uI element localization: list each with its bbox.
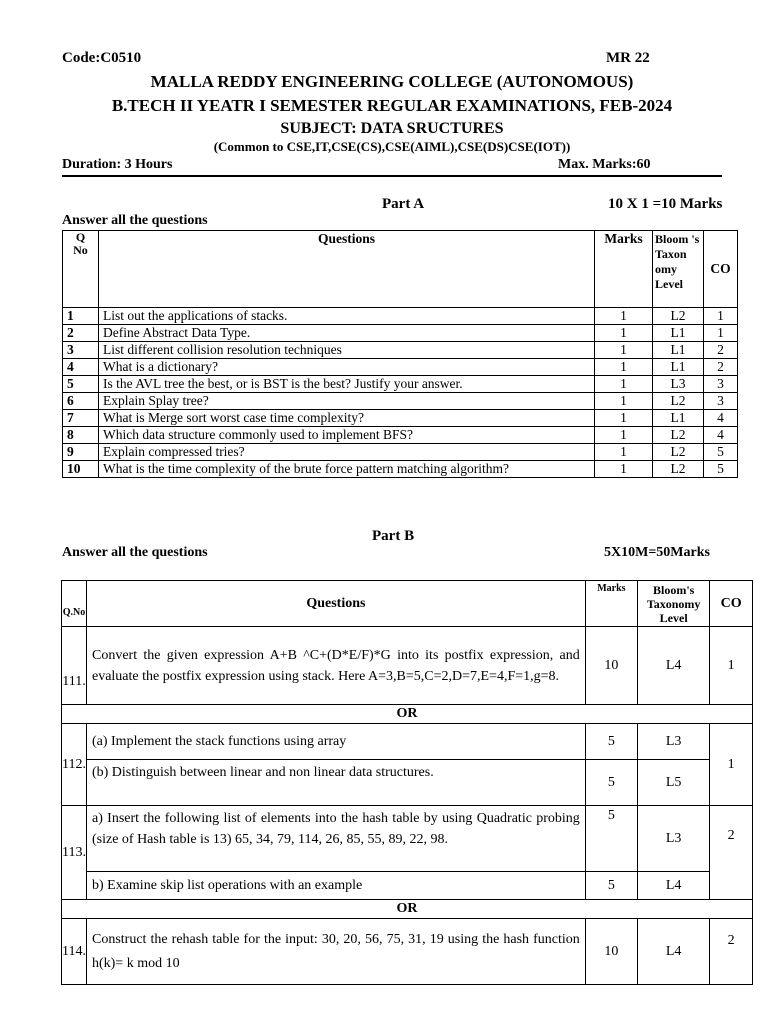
question-marks: 5 (585, 724, 637, 760)
col-questions: Questions (98, 231, 594, 308)
question-text: Define Abstract Data Type. (98, 325, 594, 342)
col-qno: Q No (63, 231, 99, 308)
question-level: L2 (653, 308, 704, 325)
question-number: 7 (63, 410, 99, 427)
part-a-marks-scheme: 10 X 1 =10 Marks (608, 196, 723, 212)
col-bloom-level: Bloom 's Taxon omy Level (653, 231, 704, 308)
question-co: 5 (703, 461, 737, 478)
table-row (63, 376, 738, 393)
question-marks: 1 (595, 342, 653, 359)
question-level: L4 (637, 627, 709, 705)
question-level: L2 (653, 393, 704, 410)
question-marks: 10 (585, 627, 637, 705)
question-number: 4 (63, 359, 99, 376)
question-text: (a) Implement the stack functions using array (86, 724, 585, 760)
question-co: 2 (703, 342, 737, 359)
question-marks: 1 (595, 461, 653, 478)
question-co: 4 (703, 410, 737, 427)
or-row (62, 900, 753, 919)
question-co: 2 (703, 359, 737, 376)
or-separator: OR (62, 705, 753, 724)
question-text: Is the AVL tree the best, or is BST is the best? Justify your answer. (98, 376, 594, 393)
question-number: 114. (62, 919, 87, 985)
question-marks: 5 (585, 872, 637, 900)
part-b-table (61, 580, 753, 985)
col-marks: Marks (595, 231, 653, 308)
question-row-112b (62, 760, 753, 806)
question-text: List out the applications of stacks. (98, 308, 594, 325)
question-level: L1 (653, 342, 704, 359)
max-marks: Max. Marks:60 (558, 157, 651, 172)
question-level: L1 (653, 325, 704, 342)
question-text: What is the time complexity of the brute force pattern matching algorithm? (98, 461, 594, 478)
college-name: MALLA REDDY ENGINEERING COLLEGE (AUTONOMOUS) (150, 72, 634, 91)
common-branches: (Common to CSE,IT,CSE(CS),CSE(AIML),CSE(DS)CSE(IOT)) (213, 139, 571, 154)
question-number: 6 (63, 393, 99, 410)
or-row (62, 705, 753, 724)
regulation-code: MR 22 (606, 50, 650, 66)
question-text: Explain Splay tree? (98, 393, 594, 410)
question-co: 3 (703, 393, 737, 410)
exam-title: B.TECH II YEATR I SEMESTER REGULAR EXAMINATIONS, FEB-2024 (111, 96, 673, 115)
question-text: Convert the given expression A+B ^C+(D*E/F)*G into its postfix expression, and evaluate the postfix expression using stack. Here A=3,B=5,C=2,D=7,E=4,F=1,g=8. (86, 627, 585, 705)
question-row-114 (62, 919, 753, 985)
question-co: 1 (703, 325, 737, 342)
col-marks: Marks (585, 581, 637, 627)
question-number: 111. (62, 627, 87, 705)
question-marks: 1 (595, 410, 653, 427)
question-co: 1 (710, 627, 753, 705)
question-text: What is Merge sort worst case time complexity? (98, 410, 594, 427)
question-row-113b (62, 872, 753, 900)
table-row (63, 359, 738, 376)
question-level: L4 (637, 872, 709, 900)
question-level: L1 (653, 410, 704, 427)
question-number: 113. (62, 806, 87, 900)
table-row (63, 393, 738, 410)
question-number: 3 (63, 342, 99, 359)
table-row (63, 427, 738, 444)
table-row (63, 410, 738, 427)
question-level: L2 (653, 461, 704, 478)
question-co: 2 (710, 919, 753, 985)
question-text: List different collision resolution techniques (98, 342, 594, 359)
question-level: L4 (637, 919, 709, 985)
question-number: 1 (63, 308, 99, 325)
question-text: What is a dictionary? (98, 359, 594, 376)
question-row-112a (62, 724, 753, 760)
question-marks: 1 (595, 325, 653, 342)
part-a-instruction: Answer all the questions (62, 213, 208, 228)
question-co: 3 (703, 376, 737, 393)
question-marks: 1 (595, 393, 653, 410)
question-number: 5 (63, 376, 99, 393)
col-bloom-level: Bloom's Taxonomy Level (637, 581, 709, 627)
question-co: 4 (703, 427, 737, 444)
question-marks: 1 (595, 376, 653, 393)
question-marks: 1 (595, 359, 653, 376)
table-row (63, 308, 738, 325)
question-number: 8 (63, 427, 99, 444)
question-marks: 1 (595, 444, 653, 461)
question-level: L3 (653, 376, 704, 393)
question-level: L3 (637, 806, 709, 872)
or-separator: OR (62, 900, 753, 919)
exam-code: Code:C0510 (62, 50, 142, 66)
question-co: 1 (703, 308, 737, 325)
question-text: b) Examine skip list operations with an example (86, 872, 585, 900)
part-a-table (62, 230, 738, 478)
question-level: L3 (637, 724, 709, 760)
question-text: Explain compressed tries? (98, 444, 594, 461)
table-row (63, 342, 738, 359)
question-level: L2 (653, 427, 704, 444)
question-level: L5 (637, 760, 709, 806)
question-marks: 1 (595, 427, 653, 444)
question-number: 2 (63, 325, 99, 342)
col-co: CO (703, 231, 737, 308)
question-co: 1 (710, 724, 753, 806)
duration: Duration: 3 Hours (62, 157, 173, 172)
header-divider (62, 175, 722, 177)
question-co: 2 (710, 806, 753, 900)
part-a-header-row (63, 231, 738, 308)
part-b-instruction: Answer all the questions (62, 545, 208, 560)
table-row (63, 444, 738, 461)
question-text: Construct the rehash table for the input: 30, 20, 56, 75, 31, 19 using the hash function h(k)= k mod 10 (86, 919, 585, 985)
col-co: CO (710, 581, 753, 627)
question-text: Which data structure commonly used to implement BFS? (98, 427, 594, 444)
question-level: L1 (653, 359, 704, 376)
question-number: 112. (62, 724, 87, 806)
question-text: (b) Distinguish between linear and non linear data structures. (86, 760, 585, 806)
question-text: a) Insert the following list of elements into the hash table by using Quadratic probing (size of Hash table is 13) 65, 34, 79, 114, 26, 85, 55, 89, 22, 98. (86, 806, 585, 872)
question-marks: 5 (585, 760, 637, 806)
question-level: L2 (653, 444, 704, 461)
question-marks: 1 (595, 308, 653, 325)
table-row (63, 325, 738, 342)
part-b-title: Part B (372, 528, 415, 544)
question-number: 9 (63, 444, 99, 461)
question-row-113a (62, 806, 753, 872)
question-marks: 10 (585, 919, 637, 985)
part-a-title: Part A (382, 196, 425, 212)
question-number: 10 (63, 461, 99, 478)
col-qno: Q.No (62, 581, 87, 627)
question-row-111 (62, 627, 753, 705)
question-co: 5 (703, 444, 737, 461)
subject-title: SUBJECT: DATA SRUCTURES (280, 120, 504, 137)
question-marks: 5 (585, 806, 637, 872)
part-b-marks-scheme: 5X10M=50Marks (604, 545, 710, 560)
part-b-header-row (62, 581, 753, 627)
table-row (63, 461, 738, 478)
col-questions: Questions (86, 581, 585, 627)
